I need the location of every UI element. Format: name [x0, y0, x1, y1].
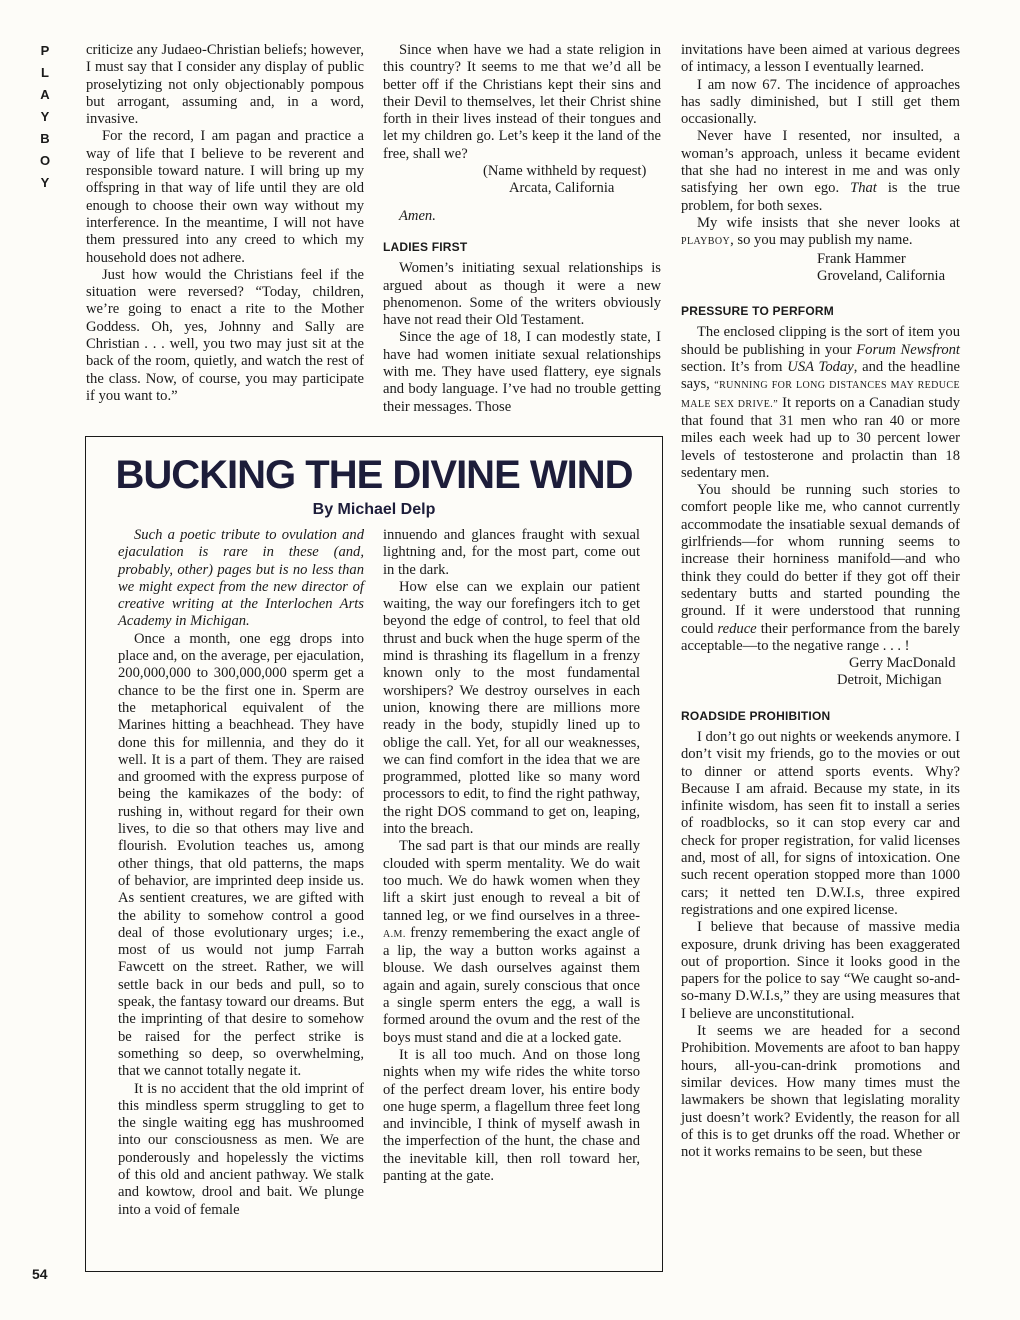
letter-paragraph: [681, 482, 960, 655]
letter-paragraph: Since the age of 18, I can modestly state, I have had women initiate sexual relationships with me. They have used flattery, eye signals and body language. I’ve had no trouble getting their messages. Those: [383, 329, 661, 415]
article-paragraph: It is no accident that the old imprint of this mindless sperm struggling to get to the single waiting egg has mushroomed into our consciousness as men. We are ponderously and hopelessly the victims of this old and ancient pathway. We stalk and kowtow, drool and bait. We plunge into a void of female: [118, 1080, 364, 1218]
column-3: [681, 42, 960, 1161]
masthead-letter: A: [40, 87, 50, 102]
masthead-letter: Y: [40, 109, 50, 124]
text-run: Never have I resented, nor insulted, a woman’s approach, unless it became evident that she had no interest in me and was only satisfying her own ego.: [681, 128, 960, 197]
text-run: , and the headline says,: [681, 359, 960, 393]
section-heading-roadside-prohibition: ROADSIDE PROHIBITION: [681, 708, 831, 723]
usa-today-title: USA Today: [787, 359, 854, 376]
column-1: [86, 42, 364, 405]
letter-signature-name: Gerry MacDonald: [849, 655, 956, 672]
letter-paragraph: I am now 67. The incidence of approaches has sadly diminished, but I still get them occasionally.: [681, 76, 960, 128]
masthead-letter: L: [41, 65, 49, 80]
letter-signature-name: Frank Hammer: [817, 250, 906, 267]
letter-paragraph: Just how would the Christians feel if the situation were reversed? “Today, children, we’re going to enact a rite to the Mother Goddess. Oh, yes, Johnny and Sally are Christian . . . well, you two may just sit at the back of the room, quietly, and watch the rest of the class. Now, of course, you may participate if you want to.”: [86, 266, 364, 404]
emphasis-that: That: [850, 180, 877, 197]
letter-paragraph: Since when have we had a state religion in this country? It seems to me that we’d all be better off if the Christians kept their sins and their Devil to themselves, let their Christ shine forth in their lives instead of their tongues and let my children go. Let’s keep it the land of the free, shall we?: [383, 42, 661, 162]
text-run: The enclosed clipping is the sort of item you should be publishing in your: [681, 324, 960, 358]
letter-paragraph: I don’t go out nights or weekends anymore. I don’t visit my friends, go to the movies or out to dinner or attend sports events. Why? Because I am afraid. Because my state, in its infinite wisdom, has seen fit to install a series of roadblocks, so it can stop every car and check for proper registration, for valid licenses and, most of all, for signs of intoxication. One such recent operation stopped more than 1000 cars; it netted ten D.W.I.s, three expired registrations and one expired license.: [681, 728, 960, 918]
text-run: their performance from the barely acceptable—to the negative range . . . !: [681, 620, 960, 654]
text-run: frenzy remembering the exact angle of a lip, the way a button works against a blouse. We dash ourselves against them again and again, surely conscious that once a single sperm enters the egg, a wall is formed around the ovum and the rest of the boys must stand and die at a locked gate.: [383, 924, 641, 1046]
emphasis-reduce: reduce: [717, 620, 757, 637]
am-smallcaps: A.M.: [383, 928, 406, 940]
article-paragraph: innuendo and glances fraught with sexual lightning and, for the most part, come out in the dark.: [383, 527, 640, 578]
article-title: BUCKING THE DIVINE WIND: [115, 453, 633, 497]
masthead-letter: Y: [40, 175, 50, 190]
masthead-letter: B: [40, 131, 50, 146]
letter-signature-location: Groveland, California: [817, 267, 946, 284]
article-byline: By Michael Delp: [312, 501, 436, 518]
playboy-smallcaps: PLAYBOY: [681, 236, 731, 248]
letter-paragraph: Women’s initiating sexual relationships is argued about as though it were a new phenomenon. Some of the writers obviously have not read their Old Testament.: [383, 260, 661, 329]
article-paragraph: Once a month, one egg drops into place and, on the average, per ejaculation, 200,000,000 to 300,000,000 sperm get a chance to be the first one in. Sperm are the metaphorical equivalent of the Marines hitting a beachhead. They have done this for millennia, and they do it well. It is a part of them. They are raised and groomed with the express purpose of being the kamikazes of the body: of rushing in, without regard for their own lives, to die so that others may live and flourish. Evolution teaches us, among other things, that old patterns, the maps of behavior, are imprinted deep inside us. As sentient creatures, we are gifted with the ability to somehow control a good deal of those evolutionary urges; i.e., most of us would not jump Farrah Fawcett on the street. Rather, we will settle back in our beds and pull, so to speak, the fantasy toward our dreams. But the imprinting of that desire to somehow be raised for the perfect strike is something so deep, so overwhelming, that we cannot totally negate it.: [118, 630, 364, 1080]
column-2: [383, 42, 661, 416]
letter-paragraph: For the record, I am pagan and practice a way of life that I believe to be reverent and responsible toward nature. I will bring up my offspring in that way of life until they are old enough to choose their own way without my interference. In the meantime, I will not have them pressured into any creed to which my household does not adhere.: [86, 128, 364, 266]
clipping-headline: “RUNNING FOR LONG DISTANCES MAY REDUCE MALE SEX DRIVE.”: [681, 380, 960, 410]
playboy-vertical-masthead: [34, 40, 56, 194]
article-column-2: [383, 527, 640, 1185]
text-run: , so you may publish my name.: [730, 232, 913, 249]
article-paragraph: How else can we explain our patient waiting, the way our forefingers itch to get beyond the edge of control, to feel that old thrust and buck when the huge sperm of the mind is thrashing its flagellum in a frenzy known only to the most fundamental worshipers? We destroy ourselves in each union, knowing there are millions more ready in the body, stupidly lined up to oblige the call. Yet, for all our weaknesses, we can find comfort in the idea that we are programmed, plotted like so many word processors to edit, to find the right pathway, the right DOS command to get on, leaping, into the breach.: [383, 578, 640, 838]
masthead-letter: O: [39, 153, 51, 168]
letter-paragraph: I believe that because of massive media exposure, drunk driving has been exaggerated out of proportion. Since it looks good in the papers for the police to say “We caught so-and-so-many D.W.I.s,” they are using measures that I believe are unconstitutional.: [681, 919, 960, 1022]
letter-signature-name: (Name withheld by request): [483, 163, 647, 180]
letter-paragraph: [681, 128, 960, 214]
article-paragraph: It is all too much. And on those long nights when my wife rides the white torso of the perfect dream lover, his entire body one huge sperm, a flagellum three feet long and invincible, I think of myself awash in the imperfection of the hunt, the chase and the inevitable kill, then roll toward her, panting at the gate.: [383, 1046, 640, 1184]
letter-signature-location: Arcata, California: [509, 180, 615, 197]
text-run: You should be running such stories to comfort people like me, who cannot currently accommodate the insatiable sexual demands of girlfriends—for whom running seems to increase their horniness manifold—and who think they could do better if they got off their sedentary butts and started pounding the ground. If it were understood that running could: [681, 482, 960, 637]
letter-signature-location: Detroit, Michigan: [837, 672, 942, 689]
section-heading-pressure-to-perform: PRESSURE TO PERFORM: [681, 304, 834, 319]
article-column-1: [118, 527, 364, 1219]
editor-reply: Amen.: [399, 207, 436, 224]
letter-paragraph: [681, 215, 960, 251]
forum-newsfront-title: Forum Newsfront: [856, 341, 960, 358]
letter-paragraph: invitations have been aimed at various degrees of intimacy, a lesson I eventually learned.: [681, 42, 960, 76]
page-number: 54: [32, 1266, 48, 1282]
letter-paragraph: [681, 324, 960, 482]
article-paragraph: [383, 838, 640, 1047]
text-run: The sad part is that our minds are really clouded with sperm mentality. We do wait too much. We do hawk women when they lift a skirt just enough to reveal a bit of tanned leg, or we find ourselves in a three-: [383, 838, 640, 924]
article-intro: Such a poetic tribute to ovulation and ejaculation is rare in these (and, probably, other) pages but is no less than we might expect from the new director of creative writing at the Interlochen Arts Academy in Michigan.: [118, 527, 364, 630]
text-run: is the true problem, for both sexes.: [681, 180, 960, 214]
text-run: It reports on a Canadian study that found that 31 men who ran 40 or more miles each week had up to 30 percent lower levels of testosterone and prolactin than 18 sedentary men.: [681, 394, 960, 481]
text-run: section. It’s from: [681, 359, 783, 376]
masthead-letter: P: [40, 43, 50, 58]
text-run: My wife insists that she never looks at: [697, 214, 960, 231]
letter-paragraph: It seems we are headed for a second Prohibition. Movements are afoot to ban happy hours, all-you-can-drink promotions and similar devices. How many times must the lawmakers be shown that legislating morality just doesn’t work? Evidently, the reason for all of this is to get drunks off the road. Whether or not it works remains to be seen, but these: [681, 1023, 960, 1161]
section-heading-ladies-first: LADIES FIRST: [383, 239, 468, 254]
letter-paragraph: criticize any Judaeo-Christian beliefs; however, I must say that I consider any display of public proselytizing not only objectionably pompous but arrogant, assuming and, in a word, invasive.: [86, 42, 364, 128]
